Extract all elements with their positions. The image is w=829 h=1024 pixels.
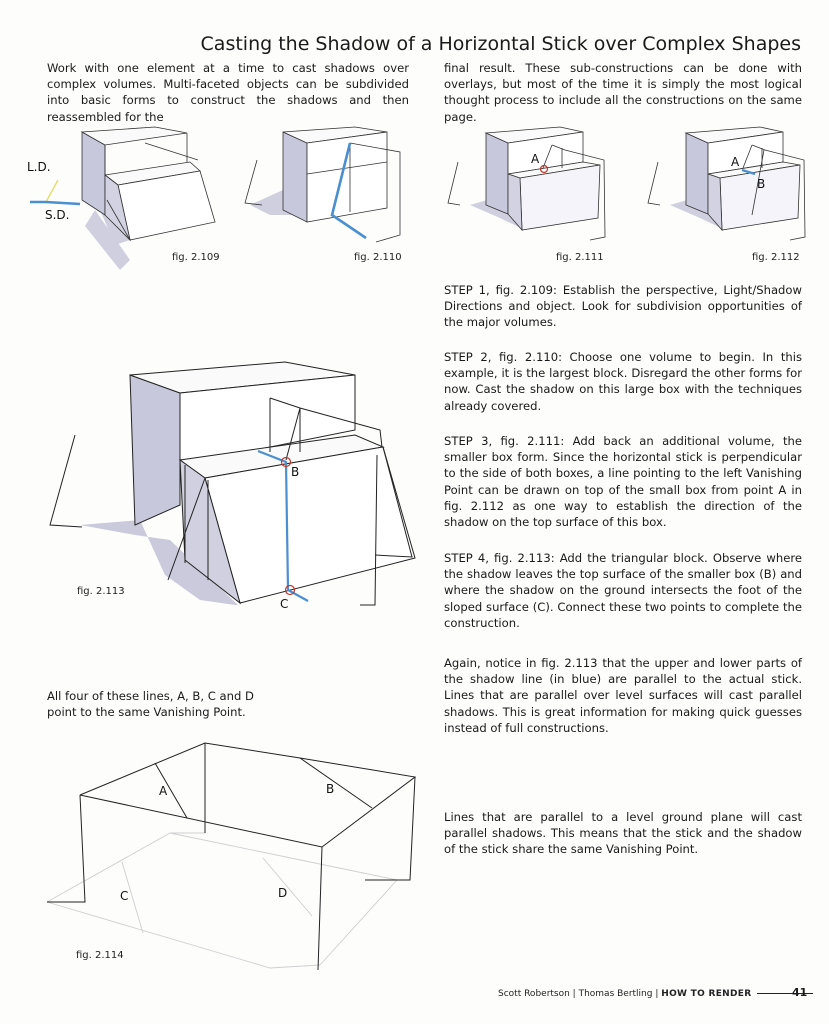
figure-2-111-drawing (448, 127, 605, 240)
line-a-label: A (159, 784, 168, 798)
ground-plane-note: Lines that are parallel to a level ground plane will cast parallel shadows. This means that the stick and the shadow of the stick share the same Vanishing Point. (444, 810, 802, 857)
figure-caption-2-111: fig. 2.111 (556, 252, 604, 263)
line-d-label: D (278, 886, 288, 900)
parallel-shadow-note: Again, notice in fig. 2.113 that the upper and lower parts of the shadow line (in blue) are parallel to the actual stick. Lines that are parallel over level surfaces will cast parallel shadows. This is great information for making quick guesses instead of full constructions. (444, 656, 802, 735)
line-b-label: B (326, 782, 335, 796)
page-number: 41 (792, 986, 808, 999)
point-b-label: B (757, 177, 766, 191)
step-4-paragraph: STEP 4, fig. 2.113: Add the triangular block. Observe where the shadow leaves the top surface of the smaller box (B) and where the shadow on the ground intersects the foot of the sloped surface (C). Connect these two points to complete the construction. (444, 551, 802, 630)
figure-caption-2-112: fig. 2.112 (752, 252, 800, 263)
intro-right-paragraph: final result. These sub-constructions can be done with overlays, but most of the time it is simply the most logical thought process to include all the constructions on the same page. (444, 61, 802, 124)
vanishing-point-note: All four of these lines, A, B, C and D point to the same Vanishing Point. (47, 689, 254, 720)
footer-book-title: HOW TO RENDER (661, 989, 752, 999)
point-c-label: C (280, 597, 289, 611)
figure-2-109-drawing (30, 127, 215, 270)
figure-2-113-drawing (50, 362, 415, 605)
point-b-label: B (291, 465, 300, 479)
figure-caption-2-109: fig. 2.109 (172, 252, 220, 263)
figure-caption-2-113: fig. 2.113 (77, 586, 125, 597)
light-direction-label: L.D. (27, 160, 51, 174)
line-c-label: C (120, 889, 129, 903)
step-2-paragraph: STEP 2, fig. 2.110: Choose one volume to begin. In this example, it is the largest block. Disregard the other forms for now. Cast the shadow on this large box with the techniques already covered. (444, 350, 802, 413)
figure-caption-2-114: fig. 2.114 (76, 950, 124, 961)
step-3-paragraph: STEP 3, fig. 2.111: Add back an additional volume, the smaller box form. Since the horizontal stick is perpendicular to the side of both boxes, a line pointing to the left Vanishing Point can be drawn on top of the small box from point A in fig. 2.112 as one way to establish the direction of the shadow on the top surface of this box. (444, 434, 802, 530)
point-a-label: A (531, 152, 540, 166)
page-footer (498, 989, 825, 999)
shadow-direction-label: S.D. (45, 208, 70, 222)
step-1-paragraph: STEP 1, fig. 2.109: Establish the perspective, Light/Shadow Directions and object. Look for subdivision opportunities of the major volumes. (444, 283, 802, 330)
point-a-label: A (731, 155, 740, 169)
figure-2-114-drawing (47, 743, 415, 970)
footer-authors: Scott Robertson | Thomas Bertling | (498, 989, 662, 999)
figure-2-110-drawing (245, 127, 400, 242)
figure-2-112-drawing (648, 127, 805, 240)
page-title: Casting the Shadow of a Horizontal Stick over Complex Shapes (200, 32, 801, 55)
intro-left-paragraph: Work with one element at a time to cast shadows over complex volumes. Multi-faceted objects can be subdivided into basic forms to construct the shadows and then reassembled for the (47, 61, 409, 124)
figure-caption-2-110: fig. 2.110 (354, 252, 402, 263)
